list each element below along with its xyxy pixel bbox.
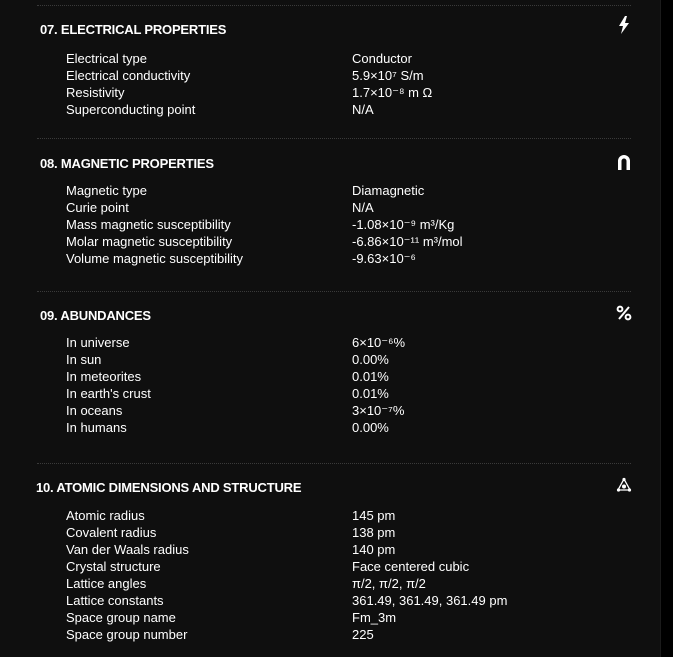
property-value: 225: [352, 627, 374, 642]
property-label: Mass magnetic susceptibility: [66, 217, 231, 232]
percent-icon: [614, 303, 634, 323]
window-edge: [661, 0, 673, 657]
property-label: Molar magnetic susceptibility: [66, 234, 233, 249]
section-title-electrical: 07. ELECTRICAL PROPERTIES: [40, 22, 227, 37]
property-label: Magnetic type: [66, 183, 147, 198]
property-label: In sun: [66, 352, 102, 367]
section-separator: [37, 138, 631, 139]
property-value: N/A: [352, 102, 374, 117]
property-label: In humans: [66, 420, 127, 435]
property-label: Crystal structure: [66, 559, 161, 574]
property-value: 0.01%: [352, 369, 389, 384]
property-label: Space group name: [66, 610, 176, 625]
property-label: Electrical type: [66, 51, 147, 66]
property-value: Conductor: [352, 51, 412, 66]
property-label: Van der Waals radius: [66, 542, 189, 557]
property-label: Volume magnetic susceptibility: [66, 251, 244, 266]
property-label: In meteorites: [66, 369, 142, 384]
property-label: Electrical conductivity: [66, 68, 191, 83]
property-value: -1.08×10⁻⁹ m³/Kg: [352, 217, 455, 232]
property-label: In universe: [66, 335, 130, 350]
property-label: Superconducting point: [66, 102, 196, 117]
lightning-bolt-icon: [614, 15, 634, 35]
property-label: Covalent radius: [66, 525, 157, 540]
atom-structure-icon: [614, 475, 634, 495]
section-title-abundances: 09. ABUNDANCES: [40, 308, 151, 323]
section-separator: [37, 5, 631, 6]
property-value: -9.63×10⁻⁶: [352, 251, 416, 266]
property-value: π/2, π/2, π/2: [352, 576, 426, 591]
property-value: 1.7×10⁻⁸ m Ω: [352, 85, 433, 100]
property-value: Diamagnetic: [352, 183, 425, 198]
property-label: In earth's crust: [66, 386, 151, 401]
property-value: 6×10⁻⁶%: [352, 335, 406, 350]
magnet-icon: [614, 152, 634, 172]
property-label: In oceans: [66, 403, 123, 418]
property-value: 5.9×10⁷ S/m: [352, 68, 424, 83]
section-title-atomic-dimensions: 10. ATOMIC DIMENSIONS AND STRUCTURE: [36, 480, 302, 495]
property-value: 361.49, 361.49, 361.49 pm: [352, 593, 508, 608]
property-value: -6.86×10⁻¹¹ m³/mol: [352, 234, 463, 249]
property-label: Curie point: [66, 200, 129, 215]
property-label: Space group number: [66, 627, 188, 642]
section-separator: [37, 463, 631, 464]
property-label: Lattice angles: [66, 576, 147, 591]
property-value: N/A: [352, 200, 374, 215]
property-value: Face centered cubic: [352, 559, 470, 574]
section-separator: [37, 291, 631, 292]
property-value: Fm_3m: [352, 610, 397, 625]
property-value: 0.01%: [352, 386, 389, 401]
property-label: Atomic radius: [66, 508, 145, 523]
property-value: 3×10⁻⁷%: [352, 403, 405, 418]
property-label: Resistivity: [66, 85, 125, 100]
property-label: Lattice constants: [66, 593, 164, 608]
section-title-magnetic: 08. MAGNETIC PROPERTIES: [40, 156, 214, 171]
property-value: 138 pm: [352, 525, 396, 540]
property-value: 0.00%: [352, 420, 389, 435]
property-value: 140 pm: [352, 542, 396, 557]
property-value: 0.00%: [352, 352, 389, 367]
property-value: 145 pm: [352, 508, 396, 523]
